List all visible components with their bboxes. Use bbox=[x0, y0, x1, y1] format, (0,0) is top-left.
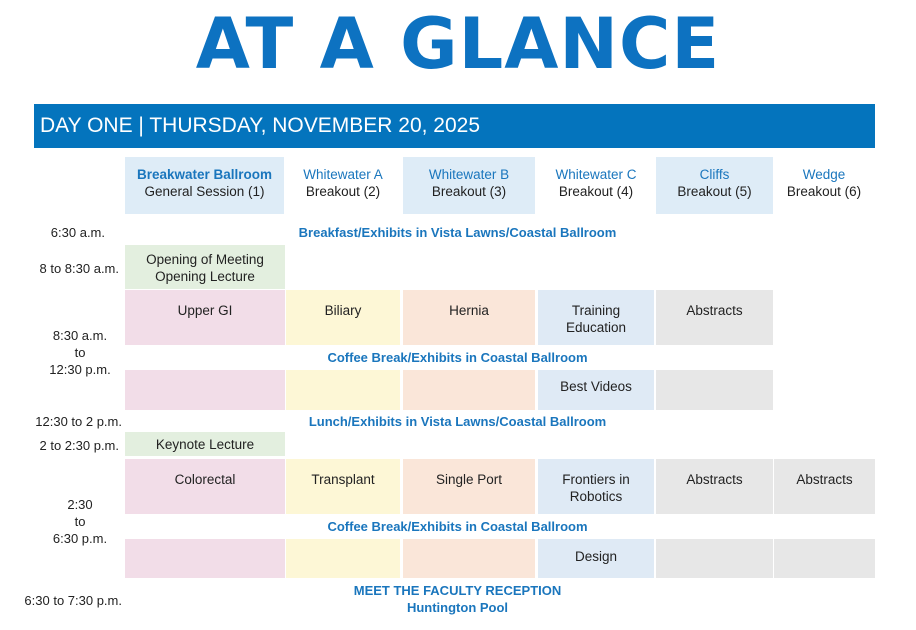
time-label: 2 to 2:30 p.m. bbox=[39, 438, 119, 453]
room-type: Breakout (6) bbox=[786, 184, 862, 199]
time-label: 8:30 a.m. bbox=[52, 328, 108, 343]
session-training-education bbox=[538, 290, 654, 345]
session-line: Robotics bbox=[569, 489, 623, 504]
breakfast-session: Breakfast/Exhibits in Vista Lawns/Coastal Ballroom bbox=[298, 225, 617, 240]
room-name: Whitewater C bbox=[555, 167, 637, 182]
session-best-videos: Best Videos bbox=[538, 370, 654, 410]
time-label: 8 to 8:30 a.m. bbox=[39, 261, 119, 276]
time-label: 6:30 to 7:30 p.m. bbox=[24, 593, 122, 608]
day-banner: DAY ONE | THURSDAY, NOVEMBER 20, 2025 bbox=[34, 104, 875, 148]
room-name: Breakwater Ballroom bbox=[136, 167, 273, 182]
session-transplant-cont bbox=[286, 539, 400, 578]
session-abstracts-pm-5: Abstracts bbox=[656, 459, 773, 514]
time-label: 12:30 p.m. bbox=[49, 362, 111, 377]
time-label: 6:30 p.m. bbox=[52, 531, 108, 546]
session-abstracts-pm-5-cont bbox=[656, 539, 773, 578]
session-frontiers-robotics bbox=[538, 459, 654, 514]
time-label: to bbox=[74, 514, 86, 529]
reception-title: MEET THE FACULTY RECEPTION bbox=[353, 583, 562, 598]
session-single-port: Single Port bbox=[403, 459, 535, 514]
room-type: Breakout (3) bbox=[431, 184, 507, 199]
time-label: 12:30 to 2 p.m. bbox=[35, 414, 122, 429]
session-line: Opening Lecture bbox=[155, 269, 255, 284]
reception-location: Huntington Pool bbox=[406, 600, 509, 615]
session-biliary-cont bbox=[286, 370, 400, 410]
opening-session bbox=[125, 245, 285, 289]
room-type: Breakout (2) bbox=[305, 184, 381, 199]
session-line: Opening of Meeting bbox=[146, 252, 264, 267]
coffee-break-am: Coffee Break/Exhibits in Coastal Ballroom bbox=[327, 350, 588, 365]
session-biliary: Biliary bbox=[286, 290, 400, 345]
room-name: Whitewater A bbox=[303, 167, 383, 182]
room-header-whitewater-a bbox=[286, 157, 400, 214]
session-abstracts-am-cont bbox=[656, 370, 773, 410]
time-label: 6:30 a.m. bbox=[50, 225, 105, 240]
room-type: Breakout (4) bbox=[558, 184, 634, 199]
keynote-session: Keynote Lecture bbox=[125, 432, 285, 456]
room-header-wedge bbox=[774, 157, 874, 214]
room-header-whitewater-c bbox=[538, 157, 654, 214]
session-line: Frontiers in bbox=[562, 472, 630, 487]
session-abstracts-pm-6: Abstracts bbox=[774, 459, 875, 514]
room-name: Cliffs bbox=[699, 167, 730, 182]
session-abstracts-pm-6-cont bbox=[774, 539, 875, 578]
time-label: to bbox=[74, 345, 86, 360]
room-header-whitewater-b bbox=[403, 157, 535, 214]
session-upper-gi-cont bbox=[125, 370, 285, 410]
session-line: Education bbox=[565, 320, 627, 335]
room-header-cliffs bbox=[656, 157, 773, 214]
session-transplant: Transplant bbox=[286, 459, 400, 514]
session-upper-gi: Upper GI bbox=[125, 290, 285, 345]
time-label: 2:30 bbox=[67, 497, 93, 512]
session-hernia-cont bbox=[403, 370, 535, 410]
session-colorectal-cont bbox=[125, 539, 285, 578]
session-hernia: Hernia bbox=[403, 290, 535, 345]
room-name: Whitewater B bbox=[428, 167, 510, 182]
session-design: Design bbox=[538, 539, 654, 578]
session-line: Training bbox=[571, 303, 621, 318]
session-abstracts-am: Abstracts bbox=[656, 290, 773, 345]
room-header-breakwater bbox=[125, 157, 284, 214]
room-type: Breakout (5) bbox=[677, 184, 752, 199]
page-title: AT A GLANCE bbox=[195, 3, 721, 85]
coffee-break-pm: Coffee Break/Exhibits in Coastal Ballroom bbox=[327, 519, 588, 534]
room-type: General Session (1) bbox=[144, 184, 265, 199]
lunch-session: Lunch/Exhibits in Vista Lawns/Coastal Ballroom bbox=[308, 414, 607, 429]
room-name: Wedge bbox=[802, 167, 846, 182]
session-colorectal: Colorectal bbox=[125, 459, 285, 514]
session-single-port-cont bbox=[403, 539, 535, 578]
